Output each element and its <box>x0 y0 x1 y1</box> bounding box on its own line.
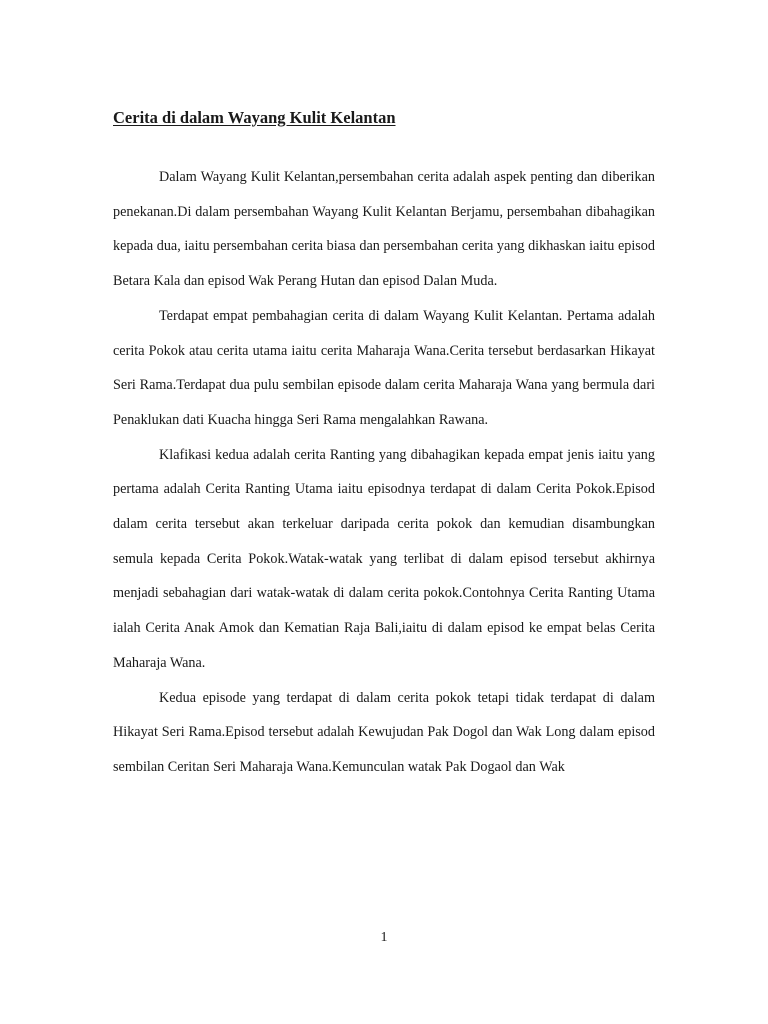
paragraph-3: Klafikasi kedua adalah cerita Ranting yang dibahagikan kepada empat jenis iaitu yang pertama adalah Cerita Ranting Utama iaitu episodnya terdapat di dalam Cerita Pokok.Episod dalam cerita tersebut akan terkeluar daripada cerita pokok dan kemudian disambungkan semula kepada Cerita Pokok.Watak-watak yang terlibat di dalam episod tersebut akhirnya menjadi sebahagian dari watak-watak di dalam cerita pokok.Contohnya Cerita Ranting Utama ialah Cerita Anak Amok dan Kematian Raja Bali,iaitu di dalam episod ke empat belas Cerita Maharaja Wana. <box>113 446 655 671</box>
paragraph-1: Dalam Wayang Kulit Kelantan,persembahan cerita adalah aspek penting dan diberikan penekanan.Di dalam persembahan Wayang Kulit Kelantan Berjamu, persembahan dibahagikan kepada dua, iaitu persembahan cerita biasa dan persembahan cerita yang dikhaskan iaitu episod Betara Kala dan episod Wak Perang Hutan dan episod Dalan Muda. <box>113 169 655 290</box>
document-body <box>113 160 655 785</box>
document-title: Cerita di dalam Wayang Kulit Kelantan <box>113 108 396 127</box>
paragraph-4: Kedua episode yang terdapat di dalam cerita pokok tetapi tidak terdapat di dalam Hikayat Seri Rama.Episod tersebut adalah Kewujudan Pak Dogol dan Wak Long dalam episod sembilan Ceritan Seri Maharaja Wana.Kemunculan watak Pak Dogaol dan Wak <box>113 689 655 775</box>
paragraph-2: Terdapat empat pembahagian cerita di dalam Wayang Kulit Kelantan. Pertama adalah cerita Pokok atau cerita utama iaitu cerita Maharaja Wana.Cerita tersebut berdasarkan Hikayat Seri Rama.Terdapat dua pulu sembilan episode dalam cerita Maharaja Wana yang bermula dari Penaklukan dati Kuacha hingga Seri Rama mengalahkan Rawana. <box>113 307 655 428</box>
page-number: 1 <box>380 930 388 945</box>
